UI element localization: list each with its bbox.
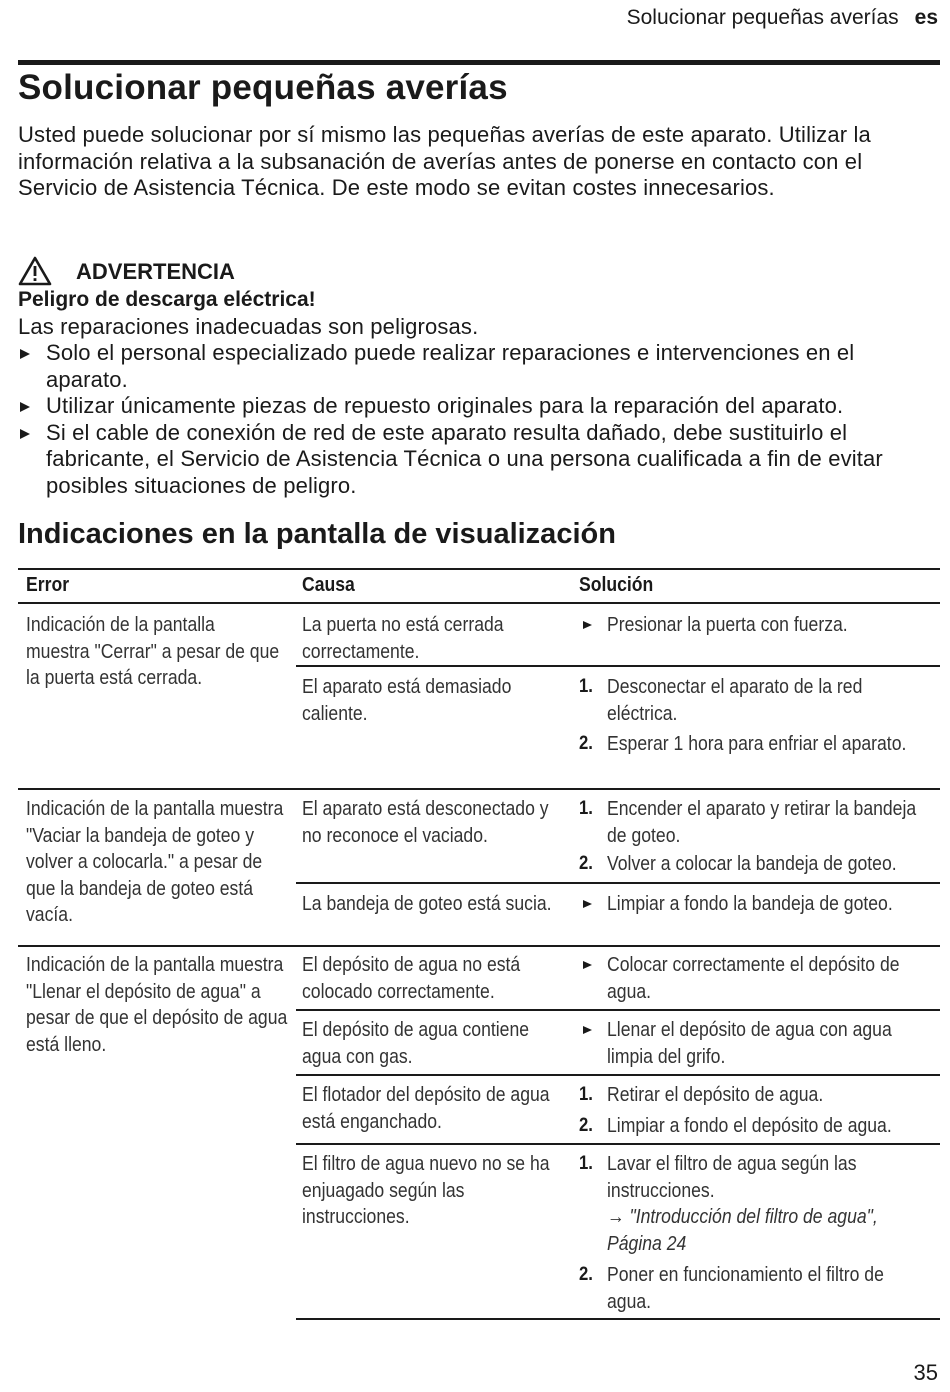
- solution-text: Limpiar a fondo la bandeja de goteo.: [607, 893, 893, 915]
- solution-text: Volver a colocar la bandeja de goteo.: [607, 853, 897, 875]
- solution-text: Limpiar a fondo el depósito de agua.: [607, 1115, 892, 1137]
- solution-text: Poner en funcionamiento el filtro de agua.: [607, 1264, 884, 1313]
- warning-item: [18, 420, 938, 500]
- solution-text: Lavar el filtro de agua según las instrucciones.: [607, 1153, 857, 1202]
- bullet-arrow-icon: [20, 349, 30, 359]
- step-number: 1.: [579, 1084, 593, 1105]
- solution-text: Desconectar el aparato de la red eléctrica.: [607, 676, 863, 725]
- bullet-arrow-icon: [583, 621, 592, 629]
- page-title: Solucionar pequeñas averías: [18, 68, 508, 107]
- step-number: 2.: [579, 1115, 593, 1136]
- warning-item: [18, 340, 938, 393]
- group-divider: [18, 788, 940, 790]
- step-number: 2.: [579, 733, 593, 754]
- section-title: Indicaciones en la pantalla de visualización: [18, 518, 616, 550]
- warning-item: [18, 393, 938, 420]
- language-code: es: [914, 6, 938, 29]
- solution-text: Colocar correctamente el depósito de agua.: [607, 954, 900, 1003]
- bullet-arrow-icon: [20, 429, 30, 439]
- solution-text: Retirar el depósito de agua.: [607, 1084, 824, 1106]
- group-divider: [18, 945, 940, 947]
- running-title: Solucionar pequeñas averías: [626, 6, 899, 29]
- warning-text: Las reparaciones inadecuadas son peligrosas.: [18, 314, 479, 339]
- cause-text: El depósito de agua contiene agua con gas.: [302, 1019, 530, 1068]
- bullet-arrow-icon: [583, 900, 592, 908]
- row-divider: [296, 1143, 940, 1145]
- row-divider: [296, 1074, 940, 1076]
- row-divider: [296, 665, 940, 667]
- running-header: [627, 6, 938, 30]
- step-number: 1.: [579, 1153, 593, 1174]
- column-header-solution: Solución: [579, 574, 654, 596]
- solution-text: Llenar el depósito de agua con agua limpia del grifo.: [607, 1019, 892, 1068]
- bullet-arrow-icon: [583, 1026, 592, 1034]
- row-divider: [296, 1009, 940, 1011]
- warning-heading: [18, 256, 235, 286]
- warning-subtitle: Peligro de descarga eléctrica!: [18, 288, 316, 311]
- warning-triangle-icon: [18, 256, 52, 286]
- cause-text: El aparato está desconectado y no reconoce el vaciado.: [302, 798, 549, 847]
- warning-item-text: Solo el personal especializado puede realizar reparaciones e intervenciones en el aparato.: [46, 340, 855, 392]
- column-header-cause: Causa: [302, 574, 355, 596]
- cause-text: El depósito de agua no está colocado correctamente.: [302, 954, 521, 1003]
- intro-paragraph: Usted puede solucionar por sí mismo las pequeñas averías de este aparato. Utilizar la información relativa a la subsanación de averías antes de ponerse en contacto con el Servicio de Asistencia Técnica. De este modo se evitan costes innecesarios.: [18, 122, 871, 201]
- solution-text: Esperar 1 hora para enfriar el aparato.: [607, 733, 907, 755]
- table-bottom-rule: [296, 1318, 940, 1320]
- header-rule: [18, 60, 940, 65]
- solution-text: Presionar la puerta con fuerza.: [607, 614, 848, 636]
- step-number: 2.: [579, 853, 593, 874]
- cause-text: El aparato está demasiado caliente.: [302, 676, 512, 725]
- cause-text: El filtro de agua nuevo no se ha enjuagado según las instrucciones.: [302, 1153, 550, 1228]
- step-number: 1.: [579, 798, 593, 819]
- row-divider: [296, 882, 940, 884]
- warning-item-text: Utilizar únicamente piezas de repuesto originales para la reparación del aparato.: [46, 393, 844, 419]
- page-number: 35: [913, 1360, 938, 1385]
- warning-label: ADVERTENCIA: [76, 259, 235, 284]
- section-rule: [18, 568, 940, 570]
- solution-text: Encender el aparato y retirar la bandeja de goteo.: [607, 798, 917, 847]
- error-description: Indicación de la pantalla muestra "Vaciar la bandeja de goteo y volver a colocarla." a pesar de que la bandeja de goteo está vacía.: [26, 798, 284, 926]
- bullet-arrow-icon: [20, 402, 30, 412]
- warning-item-text: Si el cable de conexión de red de este aparato resulta dañado, debe sustituirlo el fabricante, el Servicio de Asistencia Técnica o una persona cualificada a fin de evitar posibles situaciones de peligro.: [46, 419, 883, 498]
- column-header-error: Error: [26, 574, 70, 596]
- cause-text: El flotador del depósito de agua está enganchado.: [302, 1084, 550, 1133]
- page-reference-link[interactable]: → "Introducción del filtro de agua", Página 24: [607, 1206, 878, 1255]
- step-number: 1.: [579, 676, 593, 697]
- cause-text: La puerta no está cerrada correctamente.: [302, 614, 504, 663]
- error-description: Indicación de la pantalla muestra "Cerrar" a pesar de que la puerta está cerrada.: [26, 614, 280, 689]
- bullet-arrow-icon: [583, 961, 592, 969]
- error-description: Indicación de la pantalla muestra "Llenar el depósito de agua" a pesar de que el depósito de agua está lleno.: [26, 954, 288, 1056]
- table-header-rule: [18, 602, 940, 604]
- warning-list: [18, 340, 938, 500]
- cause-text: La bandeja de goteo está sucia.: [302, 893, 552, 915]
- step-number: 2.: [579, 1264, 593, 1285]
